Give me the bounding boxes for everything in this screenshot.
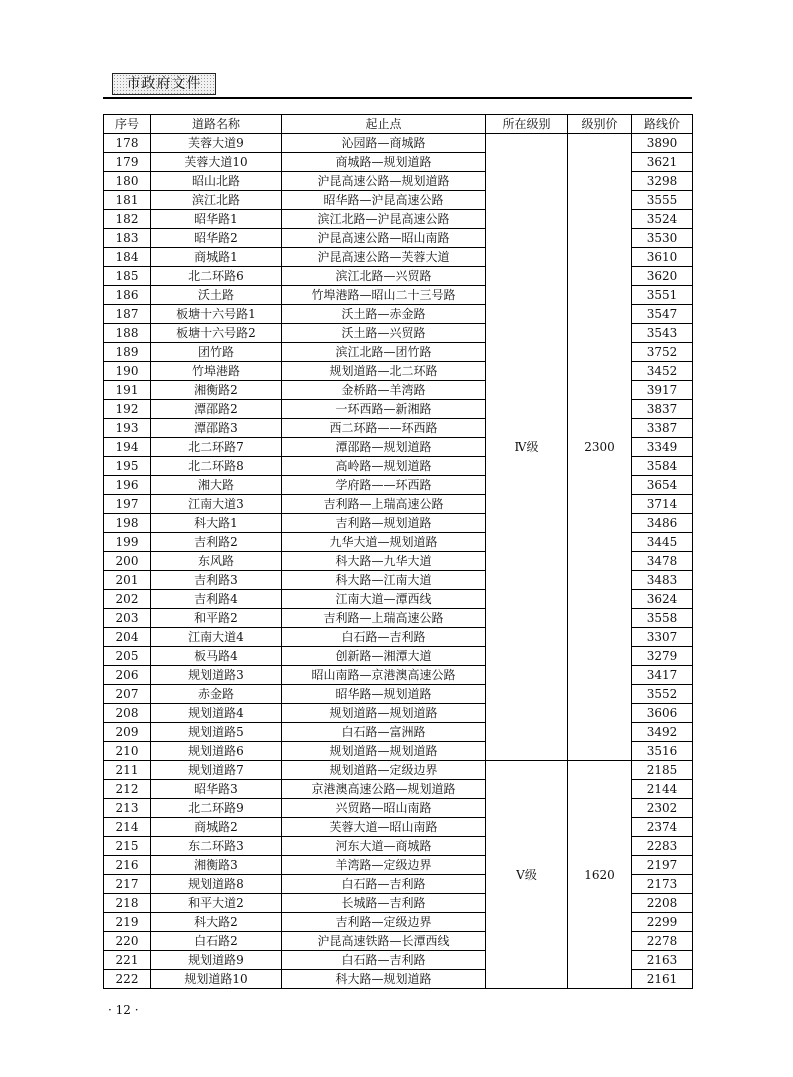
cell-road-name: 北二环路9 (151, 799, 282, 818)
cell-start-end: 沪昆高速公路—规划道路 (282, 172, 486, 191)
cell-route-price: 3558 (632, 609, 693, 628)
cell-road-name: 江南大道4 (151, 628, 282, 647)
cell-start-end: 商城路—规划道路 (282, 153, 486, 172)
cell-seq: 196 (104, 476, 151, 495)
cell-seq: 205 (104, 647, 151, 666)
cell-seq: 204 (104, 628, 151, 647)
cell-road-name: 北二环路7 (151, 438, 282, 457)
header-route-price: 路线价 (632, 115, 693, 134)
cell-route-price: 2208 (632, 894, 693, 913)
cell-seq: 210 (104, 742, 151, 761)
cell-route-price: 2299 (632, 913, 693, 932)
cell-road-name: 江南大道3 (151, 495, 282, 514)
cell-route-price: 3624 (632, 590, 693, 609)
cell-start-end: 京港澳高速公路—规划道路 (282, 780, 486, 799)
cell-start-end: 沪昆高速铁路—长潭西线 (282, 932, 486, 951)
cell-seq: 178 (104, 134, 151, 153)
cell-start-end: 芙蓉大道—昭山南路 (282, 818, 486, 837)
cell-seq: 192 (104, 400, 151, 419)
cell-start-end: 河东大道—商城路 (282, 837, 486, 856)
cell-road-name: 吉利路2 (151, 533, 282, 552)
header-road-name: 道路名称 (151, 115, 282, 134)
cell-route-price: 3486 (632, 514, 693, 533)
cell-road-name: 芙蓉大道9 (151, 134, 282, 153)
cell-route-price: 3547 (632, 305, 693, 324)
cell-route-price: 3837 (632, 400, 693, 419)
cell-seq: 191 (104, 381, 151, 400)
cell-start-end: 沪昆高速公路—昭山南路 (282, 229, 486, 248)
cell-level-price: 1620 (568, 761, 632, 989)
cell-start-end: 西二环路——环西路 (282, 419, 486, 438)
cell-seq: 195 (104, 457, 151, 476)
cell-road-name: 规划道路3 (151, 666, 282, 685)
cell-road-name: 科大路1 (151, 514, 282, 533)
cell-route-price: 2283 (632, 837, 693, 856)
header-divider (103, 97, 692, 99)
cell-route-price: 3483 (632, 571, 693, 590)
cell-route-price: 3555 (632, 191, 693, 210)
cell-seq: 213 (104, 799, 151, 818)
cell-road-name: 芙蓉大道10 (151, 153, 282, 172)
cell-road-name: 规划道路8 (151, 875, 282, 894)
cell-road-name: 沃土路 (151, 286, 282, 305)
cell-seq: 208 (104, 704, 151, 723)
cell-seq: 222 (104, 970, 151, 989)
cell-road-name: 团竹路 (151, 343, 282, 362)
cell-route-price: 3530 (632, 229, 693, 248)
cell-seq: 182 (104, 210, 151, 229)
header-seq: 序号 (104, 115, 151, 134)
cell-route-price: 3606 (632, 704, 693, 723)
page-number: · 12 · (108, 1003, 139, 1017)
cell-start-end: 白石路—吉利路 (282, 875, 486, 894)
header-level-price: 级别价 (568, 115, 632, 134)
cell-seq: 179 (104, 153, 151, 172)
cell-start-end: 滨江北路—沪昆高速公路 (282, 210, 486, 229)
header-start-end: 起止点 (282, 115, 486, 134)
cell-route-price: 3516 (632, 742, 693, 761)
cell-road-name: 和平大道2 (151, 894, 282, 913)
cell-road-name: 和平路2 (151, 609, 282, 628)
cell-start-end: 规划道路—规划道路 (282, 704, 486, 723)
cell-route-price: 3349 (632, 438, 693, 457)
cell-start-end: 白石路—富洲路 (282, 723, 486, 742)
cell-route-price: 3387 (632, 419, 693, 438)
cell-route-price: 2163 (632, 951, 693, 970)
cell-road-name: 滨江北路 (151, 191, 282, 210)
cell-start-end: 长城路—吉利路 (282, 894, 486, 913)
cell-road-name: 吉利路4 (151, 590, 282, 609)
header-level: 所在级别 (486, 115, 568, 134)
cell-route-price: 3552 (632, 685, 693, 704)
cell-seq: 219 (104, 913, 151, 932)
cell-road-name: 规划道路4 (151, 704, 282, 723)
cell-start-end: 吉利路—规划道路 (282, 514, 486, 533)
cell-road-name: 湘衡路2 (151, 381, 282, 400)
cell-road-name: 商城路1 (151, 248, 282, 267)
cell-route-price: 3492 (632, 723, 693, 742)
cell-seq: 212 (104, 780, 151, 799)
cell-start-end: 沃土路—兴贸路 (282, 324, 486, 343)
cell-seq: 214 (104, 818, 151, 837)
cell-seq: 188 (104, 324, 151, 343)
cell-road-name: 赤金路 (151, 685, 282, 704)
cell-start-end: 吉利路—定级边界 (282, 913, 486, 932)
cell-seq: 189 (104, 343, 151, 362)
road-price-table (103, 114, 693, 989)
cell-seq: 190 (104, 362, 151, 381)
cell-route-price: 2161 (632, 970, 693, 989)
cell-route-price: 3452 (632, 362, 693, 381)
cell-road-name: 科大路2 (151, 913, 282, 932)
cell-road-name: 东风路 (151, 552, 282, 571)
cell-start-end: 吉利路—上瑞高速公路 (282, 609, 486, 628)
cell-route-price: 3917 (632, 381, 693, 400)
cell-route-price: 3584 (632, 457, 693, 476)
cell-start-end: 沁园路—商城路 (282, 134, 486, 153)
cell-seq: 218 (104, 894, 151, 913)
cell-route-price: 2185 (632, 761, 693, 780)
cell-route-price: 3298 (632, 172, 693, 191)
cell-start-end: 竹埠港路—昭山二十三号路 (282, 286, 486, 305)
cell-road-name: 潭邵路2 (151, 400, 282, 419)
cell-seq: 216 (104, 856, 151, 875)
cell-road-name: 板塘十六号路1 (151, 305, 282, 324)
cell-seq: 207 (104, 685, 151, 704)
cell-route-price: 2197 (632, 856, 693, 875)
cell-start-end: 吉利路—上瑞高速公路 (282, 495, 486, 514)
cell-road-name: 昭山北路 (151, 172, 282, 191)
table-row (104, 134, 693, 153)
cell-route-price: 3714 (632, 495, 693, 514)
cell-start-end: 科大路—江南大道 (282, 571, 486, 590)
cell-road-name: 规划道路9 (151, 951, 282, 970)
cell-seq: 221 (104, 951, 151, 970)
cell-road-name: 规划道路7 (151, 761, 282, 780)
cell-route-price: 3621 (632, 153, 693, 172)
cell-seq: 197 (104, 495, 151, 514)
cell-start-end: 兴贸路—昭山南路 (282, 799, 486, 818)
cell-start-end: 金桥路—羊湾路 (282, 381, 486, 400)
cell-start-end: 高岭路—规划道路 (282, 457, 486, 476)
cell-seq: 187 (104, 305, 151, 324)
cell-level-price: 2300 (568, 134, 632, 761)
cell-seq: 194 (104, 438, 151, 457)
cell-road-name: 商城路2 (151, 818, 282, 837)
cell-route-price: 3478 (632, 552, 693, 571)
cell-start-end: 学府路——环西路 (282, 476, 486, 495)
cell-start-end: 规划道路—定级边界 (282, 761, 486, 780)
cell-start-end: 昭华路—规划道路 (282, 685, 486, 704)
cell-route-price: 2302 (632, 799, 693, 818)
cell-seq: 202 (104, 590, 151, 609)
cell-start-end: 滨江北路—兴贸路 (282, 267, 486, 286)
cell-seq: 186 (104, 286, 151, 305)
cell-start-end: 白石路—吉利路 (282, 628, 486, 647)
cell-seq: 184 (104, 248, 151, 267)
cell-route-price: 2374 (632, 818, 693, 837)
cell-road-name: 湘大路 (151, 476, 282, 495)
cell-start-end: 江南大道—潭西线 (282, 590, 486, 609)
table-header-row (104, 115, 693, 134)
cell-road-name: 规划道路5 (151, 723, 282, 742)
cell-road-name: 吉利路3 (151, 571, 282, 590)
cell-seq: 215 (104, 837, 151, 856)
cell-road-name: 白石路2 (151, 932, 282, 951)
cell-seq: 185 (104, 267, 151, 286)
cell-road-name: 北二环路8 (151, 457, 282, 476)
cell-road-name: 北二环路6 (151, 267, 282, 286)
cell-road-name: 昭华路3 (151, 780, 282, 799)
cell-start-end: 滨江北路—团竹路 (282, 343, 486, 362)
cell-road-name: 板塘十六号路2 (151, 324, 282, 343)
table-body (104, 134, 693, 989)
cell-start-end: 昭华路—沪昆高速公路 (282, 191, 486, 210)
cell-seq: 181 (104, 191, 151, 210)
cell-route-price: 2173 (632, 875, 693, 894)
cell-road-name: 竹埠港路 (151, 362, 282, 381)
cell-seq: 203 (104, 609, 151, 628)
cell-seq: 198 (104, 514, 151, 533)
cell-seq: 180 (104, 172, 151, 191)
cell-start-end: 一环西路—新湘路 (282, 400, 486, 419)
cell-start-end: 规划道路—北二环路 (282, 362, 486, 381)
cell-start-end: 潭邵路—规划道路 (282, 438, 486, 457)
cell-road-name: 东二环路3 (151, 837, 282, 856)
cell-seq: 193 (104, 419, 151, 438)
cell-seq: 200 (104, 552, 151, 571)
cell-seq: 220 (104, 932, 151, 951)
cell-route-price: 3524 (632, 210, 693, 229)
cell-seq: 206 (104, 666, 151, 685)
cell-road-name: 昭华路2 (151, 229, 282, 248)
cell-start-end: 规划道路—规划道路 (282, 742, 486, 761)
cell-start-end: 白石路—吉利路 (282, 951, 486, 970)
cell-route-price: 3620 (632, 267, 693, 286)
cell-start-end: 九华大道—规划道路 (282, 533, 486, 552)
cell-seq: 199 (104, 533, 151, 552)
cell-route-price: 3445 (632, 533, 693, 552)
cell-road-name: 昭华路1 (151, 210, 282, 229)
cell-seq: 211 (104, 761, 151, 780)
cell-start-end: 沃土路—赤金路 (282, 305, 486, 324)
cell-seq: 217 (104, 875, 151, 894)
cell-start-end: 羊湾路—定级边界 (282, 856, 486, 875)
cell-route-price: 3307 (632, 628, 693, 647)
cell-route-price: 3543 (632, 324, 693, 343)
cell-route-price: 3654 (632, 476, 693, 495)
cell-road-name: 湘衡路3 (151, 856, 282, 875)
cell-seq: 201 (104, 571, 151, 590)
cell-road-name: 潭邵路3 (151, 419, 282, 438)
cell-road-name: 规划道路6 (151, 742, 282, 761)
cell-route-price: 3551 (632, 286, 693, 305)
cell-start-end: 昭山南路—京港澳高速公路 (282, 666, 486, 685)
cell-route-price: 3890 (632, 134, 693, 153)
cell-route-price: 3752 (632, 343, 693, 362)
cell-route-price: 3279 (632, 647, 693, 666)
cell-route-price: 3610 (632, 248, 693, 267)
cell-route-price: 3417 (632, 666, 693, 685)
cell-road-name: 板马路4 (151, 647, 282, 666)
table-row (104, 761, 693, 780)
cell-level: Ⅳ级 (486, 134, 568, 761)
cell-start-end: 沪昆高速公路—芙蓉大道 (282, 248, 486, 267)
cell-route-price: 2144 (632, 780, 693, 799)
cell-road-name: 规划道路10 (151, 970, 282, 989)
cell-start-end: 创新路—湘潭大道 (282, 647, 486, 666)
cell-seq: 183 (104, 229, 151, 248)
cell-seq: 209 (104, 723, 151, 742)
document-category-label: 市政府文件 (112, 73, 216, 95)
cell-start-end: 科大路—九华大道 (282, 552, 486, 571)
cell-start-end: 科大路—规划道路 (282, 970, 486, 989)
cell-route-price: 2278 (632, 932, 693, 951)
cell-level: Ⅴ级 (486, 761, 568, 989)
